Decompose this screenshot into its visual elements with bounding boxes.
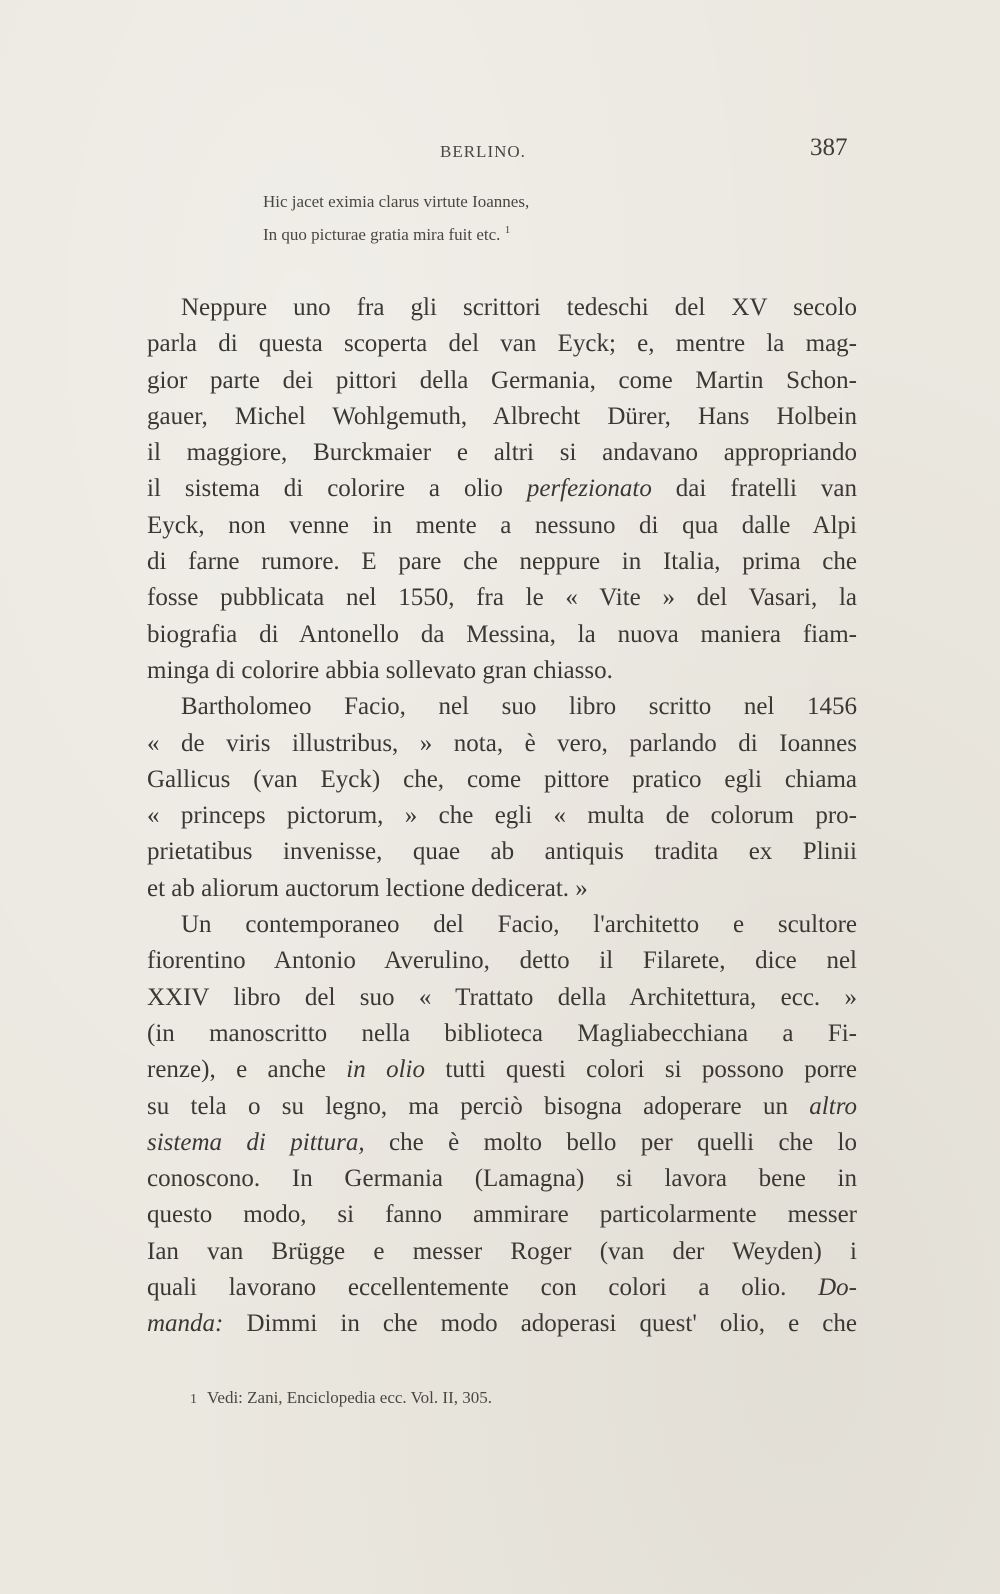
- footnote: [190, 1388, 750, 1408]
- text-segment: Dimmi in che modo adoperasi quest' olio, e che: [223, 1310, 857, 1338]
- text-line: [147, 1270, 857, 1306]
- text-segment: che è molto bello per quelli che lo: [364, 1128, 858, 1156]
- text-segment: dai fratelli van: [651, 475, 857, 503]
- text-line: gior parte dei pittori della Germania, come Martin Schon-: [147, 366, 857, 394]
- epigraph-line: [263, 216, 823, 249]
- page-number: 387: [810, 134, 848, 161]
- italic-term: perfezionato: [526, 475, 652, 503]
- text-line: « de viris illustribus, » nota, è vero, parlando di Ioannes: [147, 729, 857, 757]
- text-line: XXIV libro del suo « Trattato della Architettura, ecc. »: [147, 983, 857, 1011]
- footnote-reference: 1: [504, 224, 511, 236]
- text-line: (in manoscritto nella biblioteca Magliabecchiana a Fi-: [147, 1019, 857, 1047]
- text-line: Bartholomeo Facio, nel suo libro scritto nel 1456: [181, 693, 857, 721]
- text-line: [147, 471, 857, 507]
- text-line: [147, 1125, 857, 1161]
- text-segment: il sistema di colorire a olio: [147, 475, 527, 503]
- text-line: « princeps pictorum, » che egli « multa de colorum pro-: [147, 802, 857, 830]
- text-line: parla di questa scoperta del van Eyck; e, mentre la mag-: [147, 330, 857, 358]
- italic-term: manda:: [147, 1310, 224, 1338]
- text-line: Ian van Brügge e messer Roger (van der Weyden) i: [147, 1237, 857, 1265]
- text-line: fosse pubblicata nel 1550, fra le « Vite » del Vasari, la: [147, 584, 857, 612]
- footnote-mark: 1: [190, 1392, 197, 1407]
- text-line: Eyck, non venne in mente a nessuno di qua dalle Alpi: [147, 511, 857, 539]
- text-line: Gallicus (van Eyck) che, come pittore pratico egli chiama: [147, 765, 857, 793]
- text-segment: su tela o su legno, ma perciò bisogna adoperare un: [147, 1092, 810, 1120]
- text-line: [147, 1089, 857, 1125]
- italic-term: in olio: [346, 1056, 425, 1084]
- text-line: conoscono. In Germania (Lamagna) si lavora bene in: [147, 1165, 857, 1193]
- text-segment: renze), e anche: [147, 1056, 347, 1084]
- running-title: BERLINO.: [440, 142, 526, 161]
- epigraph: [263, 188, 823, 249]
- running-head: [0, 134, 1000, 168]
- text-line: di farne rumore. E pare che neppure in Italia, prima che: [147, 548, 857, 576]
- italic-term: sistema di pittura,: [147, 1128, 365, 1156]
- text-line: Un contemporaneo del Facio, l'architetto e scultore: [181, 911, 857, 939]
- epigraph-line: Hic jacet eximia clarus virtute Ioannes,: [263, 192, 530, 211]
- italic-term: altro: [809, 1092, 857, 1120]
- epigraph-line-text: In quo picturae gratia mira fuit etc.: [263, 225, 501, 244]
- text-line: [147, 1306, 857, 1342]
- text-segment: tutti questi colori si possono porre: [424, 1056, 858, 1084]
- text-line: fiorentino Antonio Averulino, detto il Filarete, dice nel: [147, 947, 857, 975]
- text-line: biografia di Antonello da Messina, la nuova maniera fiam-: [147, 620, 857, 648]
- text-line: prietatibus invenisse, quae ab antiquis tradita ex Plinii: [147, 838, 857, 866]
- text-segment: quali lavorano eccellentemente con colori a olio.: [147, 1274, 819, 1302]
- text-line: questo modo, si fanno ammirare particolarmente messer: [147, 1201, 857, 1229]
- text-line: minga di colorire abbia sollevato gran chiasso.: [147, 656, 613, 684]
- text-line: et ab aliorum auctorum lectione dedicerat. »: [147, 874, 588, 902]
- text-line: il maggiore, Burckmaier e altri si andavano appropriando: [147, 439, 857, 467]
- footnote-text: Vedi: Zani, Enciclopedia ecc. Vol. II, 305.: [207, 1388, 492, 1407]
- text-line: gauer, Michel Wohlgemuth, Albrecht Dürer, Hans Holbein: [147, 402, 857, 430]
- body-text: [147, 290, 857, 1343]
- text-line: Neppure uno fra gli scrittori tedeschi del XV secolo: [181, 294, 857, 321]
- italic-term: Do-: [818, 1274, 857, 1302]
- text-line: [147, 1052, 857, 1088]
